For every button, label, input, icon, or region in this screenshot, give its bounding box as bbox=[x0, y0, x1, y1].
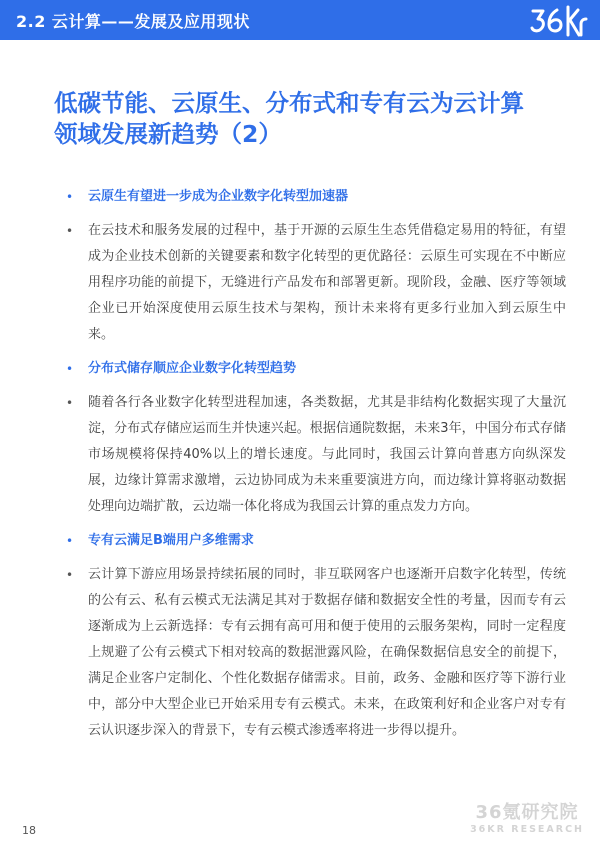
watermark-cn: 36氪研究院 bbox=[475, 802, 579, 823]
page-title bbox=[54, 88, 574, 150]
section-heading-text: 云原生有望进一步成为企业数字化转型加速器 bbox=[88, 189, 349, 204]
header-bar bbox=[0, 0, 600, 40]
paragraph-text: 在云技术和服务发展的过程中，基于开源的云原生生态凭借稳定易用的特征，有望成为企业技术创新的关键要素和数字化转型的更优路径：云原生可实现在不中断应用程序功能的前提下，无缝进行产品发布和部署更新。现阶段，金融、医疗等领域企业已开始深度使用云原生技术与架构，预计未来将有更多行业加入到云原生中来。 bbox=[88, 223, 566, 342]
bullet-icon: • bbox=[66, 534, 74, 548]
section-paragraph-dedicated-cloud bbox=[66, 562, 566, 744]
section-heading-distributed-storage bbox=[66, 356, 566, 382]
bullet-icon: • bbox=[66, 190, 74, 204]
section-heading-dedicated-cloud bbox=[66, 528, 566, 554]
section-paragraph-distributed-storage bbox=[66, 390, 566, 520]
section-title: 2.2 云计算——发展及应用现状 bbox=[16, 12, 250, 31]
section-heading-cloud-native bbox=[66, 184, 566, 210]
page-number: 18 bbox=[22, 824, 36, 837]
watermark-en: 36KR RESEARCH bbox=[470, 824, 584, 835]
brand-logo-36kr bbox=[530, 4, 588, 38]
page-title-line-1: 低碳节能、云原生、分布式和专有云为云计算 bbox=[54, 89, 524, 117]
bullet-icon: • bbox=[66, 568, 74, 582]
section-heading-text: 分布式储存顺应企业数字化转型趋势 bbox=[88, 361, 297, 376]
paragraph-text: 云计算下游应用场景持续拓展的同时，非互联网客户也逐渐开启数字化转型，传统的公有云、私有云模式无法满足其对于数据存储和数据安全性的考量，因而专有云逐渐成为上云新选择：专有云拥有高可用和便于使用的云服务架构，同时一定程度上规避了公有云模式下相对较高的数据泄露风险，在确保数据信息安全的前提下，满足企业客户定制化、个性化数据存储需求。目前，政务、金融和医疗等下游行业中，部分中大型企业已开始采用专有云模式。未来，在政策利好和企业客户对专有云认识逐步深入的背景下，专有云模式渗透率将进一步得以提升。 bbox=[88, 567, 566, 738]
bullet-icon: • bbox=[66, 362, 74, 376]
paragraph-text: 随着各行各业数字化转型进程加速，各类数据，尤其是非结构化数据实现了大量沉淀，分布式存储应运而生并快速兴起。根据信通院数据，未来3年，中国分布式存储市场规模将保持40%以上的增长速度。与此同时，我国云计算向普惠方向纵深发展，边缘计算需求激增，云边协同成为未来重要演进方向，而边缘计算将驱动数据处理向边端扩散，云边端一体化将成为我国云计算的重点发力方向。 bbox=[88, 395, 566, 514]
watermark bbox=[470, 802, 584, 836]
section-heading-text: 专有云满足B端用户多维需求 bbox=[88, 533, 254, 548]
bullet-icon: • bbox=[66, 224, 74, 238]
section-paragraph-cloud-native bbox=[66, 218, 566, 348]
page-title-line-2: 领域发展新趋势（2） bbox=[54, 120, 282, 148]
content-body bbox=[66, 184, 566, 752]
bullet-icon: • bbox=[66, 396, 74, 410]
